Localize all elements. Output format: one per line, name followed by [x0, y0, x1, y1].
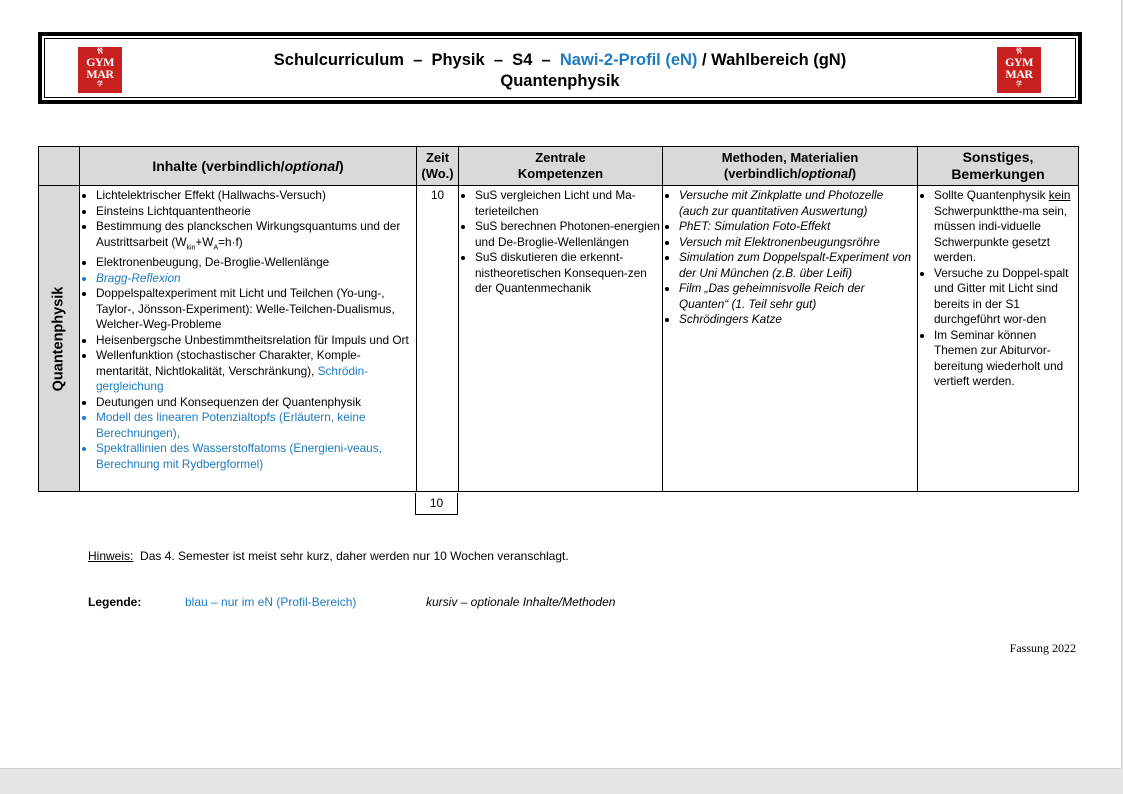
row-label-cell: [39, 186, 80, 492]
list-item: • Einsteins Lichtquantentheorie: [96, 204, 414, 220]
list-item: • Film „Das geheimnisvolle Reich der Quanten“ (1. Teil sehr gut): [679, 281, 915, 312]
inhalte-cell: [80, 186, 417, 492]
document-header: [38, 32, 1082, 104]
list-item: • Lichtelektrischer Effekt (Hallwachs-Versuch): [96, 188, 414, 204]
header-methoden: Methoden, Materialien (verbindlich/optional): [663, 147, 918, 186]
list-item: • PhET: Simulation Foto-Effekt: [679, 219, 915, 235]
list-item: • Bestimmung des planckschen Wirkungsquantums und der Austrittsarbeit $(W_{kin}+W_A=h\cdot f)$: [96, 219, 414, 255]
list-item: • Heisenbergsche Unbestimmtheitsrelation für Impuls und Ort: [96, 333, 414, 349]
version-footer: Fassung 2022: [1009, 641, 1076, 655]
list-item: • Schrödingers Katze: [679, 312, 915, 328]
list-item: • Versuch mit Elektronenbeugungsröhre: [679, 235, 915, 251]
table-row: [39, 186, 1079, 492]
list-item: • Elektronenbeugung, De-Broglie-Wellenlänge: [96, 255, 414, 271]
list-item: • Modell des linearen Potenzialtopfs (Erläutern, keine Berechnungen),: [96, 410, 414, 441]
list-item: • Sollte Quantenphysik kein Schwerpunktthe-ma sein, müssen indi-viduelle Schwerpunkte gesetzt werden.: [934, 188, 1076, 266]
zeit-cell: 10: [417, 186, 459, 492]
legend-label: Legende:: [88, 595, 142, 609]
header-sonstiges: Sonstiges, Bemerkungen: [918, 147, 1079, 186]
legend-italic: kursiv – optionale Inhalte/Methoden: [426, 595, 616, 609]
list-item: • Wellenfunktion (stochastischer Charakter, Komple-mentarität, Nichtlokalität, Verschränkung), Schrödin-gergleichung: [96, 348, 414, 395]
list-item: • Spektrallinien des Wasserstoffatoms (Energieni-veaus, Berechnung mit Rydbergformel): [96, 441, 414, 472]
header-empty-cell: [39, 147, 80, 186]
time-sum: 10: [415, 493, 458, 515]
row-label: Quantenphysik: [50, 286, 67, 391]
page-title: Schulcurriculum – Physik – S4 – Nawi-2-Profil (eN) / Wahlbereich (gN) Quantenphysik: [45, 50, 1075, 92]
header-kompetenzen: Zentrale Kompetenzen: [459, 147, 663, 186]
list-item: • Versuche zu Doppel-spalt und Gitter mit Licht sind bereits in der S1 durchgeführt wor-den: [934, 266, 1076, 328]
list-item: • Simulation zum Doppelspalt-Experiment von der Uni München (z.B. über Leifi): [679, 250, 915, 281]
methoden-cell: [663, 186, 918, 492]
page-subtitle: Quantenphysik: [500, 72, 620, 90]
list-item: • SuS diskutieren die erkennt-nistheoretischen Konsequen-zen der Quantenmechanik: [475, 250, 660, 297]
table-header-row: [39, 147, 1079, 186]
curriculum-table: [38, 146, 1079, 492]
sonstiges-cell: [918, 186, 1079, 492]
header-inhalte: Inhalte (verbindlich/optional): [80, 147, 417, 186]
school-logo-right: 悦 GYM MAR 学: [997, 47, 1041, 93]
list-item: • SuS vergleichen Licht und Ma-terieteilchen: [475, 188, 660, 219]
header-zeit: Zeit (Wo.): [417, 147, 459, 186]
legend-blue: blau – nur im eN (Profil-Bereich): [185, 595, 357, 609]
school-logo-left: 悦 GYM MAR 学: [78, 47, 122, 93]
note: Hinweis: Das 4. Semester ist meist sehr kurz, daher werden nur 10 Wochen veranschlagt.: [88, 549, 569, 563]
list-item: • SuS berechnen Photonen-energien und De-Broglie-Wellenlängen: [475, 219, 660, 250]
list-item: • Im Seminar können Themen zur Abiturvor-bereitung wiederholt und vertieft werden.: [934, 328, 1076, 390]
list-item: • Doppelspaltexperiment mit Licht und Teilchen (Yo-ung-, Taylor-, Jönsson-Experiment): Welle-Teilchen-Dualismus, Welcher-Weg-Probleme: [96, 286, 414, 333]
list-item: • Deutungen und Konsequenzen der Quantenphysik: [96, 395, 414, 411]
list-item: • Bragg-Reflexion: [96, 271, 414, 287]
list-item: • Versuche mit Zinkplatte und Photozelle (auch zur quantitativen Auswertung): [679, 188, 915, 219]
kompetenzen-cell: [459, 186, 663, 492]
